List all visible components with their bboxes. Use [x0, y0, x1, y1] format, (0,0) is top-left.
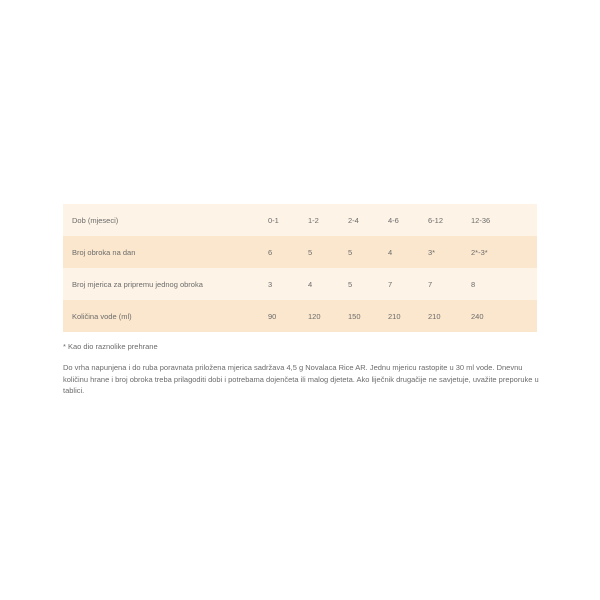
table-cell: 240 [462, 300, 537, 332]
table-cell: 90 [259, 300, 299, 332]
table-cell: 7 [379, 268, 419, 300]
footnote: * Kao dio raznolike prehrane [63, 342, 158, 351]
table-cell: 7 [419, 268, 462, 300]
table-row-scoops [63, 268, 537, 300]
table-cell: 4 [379, 236, 419, 268]
table-cell: 3* [419, 236, 462, 268]
table-cell: 2*-3* [462, 236, 537, 268]
table-row-meals [63, 236, 537, 268]
table-cell: 5 [299, 236, 339, 268]
table-cell: 3 [259, 268, 299, 300]
row-label: Broj mjerica za pripremu jednog obroka [63, 268, 259, 300]
table-cell: 5 [339, 236, 379, 268]
table-cell: 210 [419, 300, 462, 332]
table-cell: 150 [339, 300, 379, 332]
table-cell: 6-12 [419, 204, 462, 236]
table-cell: 210 [379, 300, 419, 332]
table-cell: 12-36 [462, 204, 537, 236]
row-label: Dob (mjeseci) [63, 204, 259, 236]
table-cell: 4-6 [379, 204, 419, 236]
instructions-paragraph: Do vrha napunjena i do ruba poravnata priložena mjerica sadržava 4,5 g Novalaca Rice AR. Jednu mjericu rastopite u 30 ml vode. Dnevnu količinu hrane i broj obroka treba prilagoditi dobi i potrebama dojenčeta ili malog djeteta. Ako liječnik drugačije ne savjetuje, uvažite preporuke u tablici. [63, 363, 539, 395]
table-cell: 6 [259, 236, 299, 268]
row-label: Količina vode (ml) [63, 300, 259, 332]
table-row-age [63, 204, 537, 236]
feeding-table [63, 204, 537, 332]
table-cell: 4 [299, 268, 339, 300]
table-cell: 2-4 [339, 204, 379, 236]
table-row-water [63, 300, 537, 332]
row-label: Broj obroka na dan [63, 236, 259, 268]
table-cell: 5 [339, 268, 379, 300]
table-cell: 8 [462, 268, 537, 300]
table-cell: 1-2 [299, 204, 339, 236]
table-cell: 120 [299, 300, 339, 332]
table-cell: 0-1 [259, 204, 299, 236]
